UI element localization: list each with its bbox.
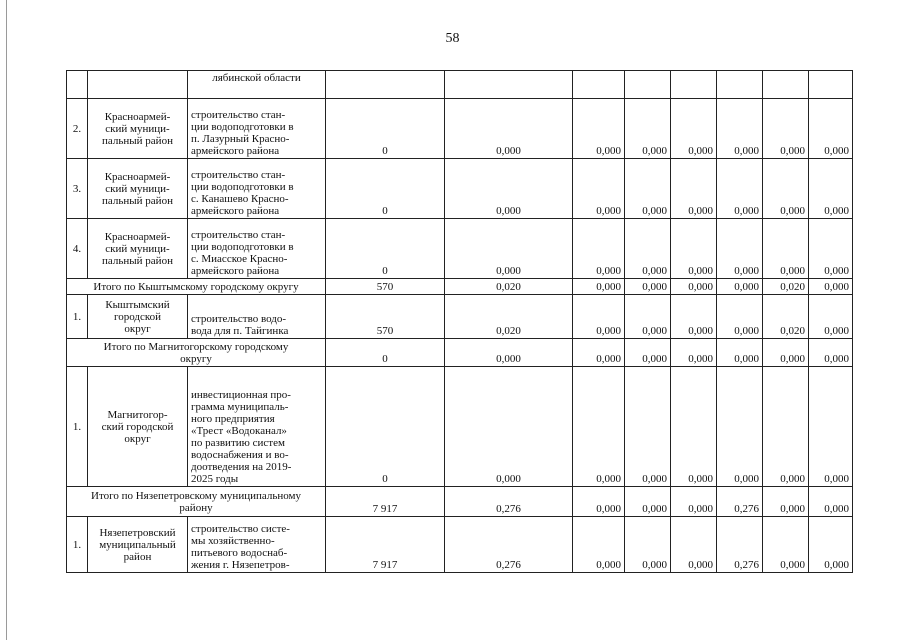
value-cell: 0,000 — [717, 159, 763, 219]
value-cell: 0,000 — [671, 99, 717, 159]
row-number: 3. — [67, 159, 88, 219]
value-cell: 0,000 — [625, 339, 671, 367]
value-cell: 570 — [326, 279, 445, 295]
value-cell: 0,000 — [671, 339, 717, 367]
value-cell: 0,000 — [671, 487, 717, 517]
project-description: строительство стан- ции водоподготовки в с. Миасское Красно- армейского района — [188, 219, 326, 279]
value-cell: 0,000 — [625, 219, 671, 279]
value-cell: 0,000 — [763, 487, 809, 517]
value-cell: 0,000 — [573, 295, 625, 339]
value-cell: 0,000 — [809, 279, 853, 295]
value-cell: 0,000 — [445, 99, 573, 159]
project-description: строительство водо- вода для п. Тайгинка — [188, 295, 326, 339]
value-cell: 0,000 — [809, 367, 853, 487]
value-cell: 0,000 — [573, 279, 625, 295]
value-cell: 0,000 — [809, 159, 853, 219]
value-cell — [326, 71, 445, 99]
value-cell: 0,000 — [625, 99, 671, 159]
value-cell: 0,020 — [763, 279, 809, 295]
value-cell: 0,000 — [573, 159, 625, 219]
value-cell — [671, 71, 717, 99]
row-number: 1. — [67, 367, 88, 487]
value-cell: 0,276 — [717, 487, 763, 517]
total-label: Итого по Магнитогорскому городскому округу — [67, 339, 326, 367]
municipality-name: Кыштымский городской округ — [88, 295, 188, 339]
value-cell — [625, 71, 671, 99]
value-cell: 0 — [326, 159, 445, 219]
value-cell: 0,000 — [809, 487, 853, 517]
row-number — [67, 71, 88, 99]
value-cell: 0,000 — [445, 339, 573, 367]
page-number: 58 — [445, 31, 460, 46]
project-description: строительство стан- ции водоподготовки в п. Лазурный Красно- армейского района — [188, 99, 326, 159]
value-cell — [763, 71, 809, 99]
value-cell: 0,000 — [717, 339, 763, 367]
table-row — [67, 295, 853, 339]
value-cell: 570 — [326, 295, 445, 339]
value-cell — [809, 71, 853, 99]
row-number: 1. — [67, 517, 88, 573]
value-cell — [717, 71, 763, 99]
value-cell: 0,000 — [573, 517, 625, 573]
table-row — [67, 71, 853, 99]
total-row — [67, 279, 853, 295]
value-cell: 0,000 — [671, 295, 717, 339]
total-row — [67, 487, 853, 517]
value-cell: 0,000 — [809, 295, 853, 339]
data-table — [66, 70, 853, 573]
value-cell: 0,000 — [717, 279, 763, 295]
value-cell: 0,000 — [573, 219, 625, 279]
value-cell: 0 — [326, 339, 445, 367]
value-cell: 0,000 — [671, 367, 717, 487]
municipality-name: Нязепетровский муниципальный район — [88, 517, 188, 573]
value-cell: 0,000 — [717, 219, 763, 279]
project-description: инвестиционная про- грамма муниципаль- ного предприятия «Трест «Водоканал» по развитию систем водоснабжения и во- доотведения на 2019- 2025 годы — [188, 367, 326, 487]
table-row — [67, 159, 853, 219]
value-cell: 0,000 — [717, 367, 763, 487]
row-number: 2. — [67, 99, 88, 159]
value-cell: 0,276 — [445, 487, 573, 517]
row-number: 4. — [67, 219, 88, 279]
value-cell: 0,000 — [573, 99, 625, 159]
value-cell: 0,000 — [671, 517, 717, 573]
value-cell: 0,276 — [445, 517, 573, 573]
value-cell — [445, 71, 573, 99]
value-cell: 0,000 — [717, 99, 763, 159]
municipality-name: Красноармей- ский муници- пальный район — [88, 99, 188, 159]
value-cell: 0 — [326, 219, 445, 279]
value-cell: 0 — [326, 99, 445, 159]
project-description: лябинской области — [188, 71, 326, 99]
value-cell: 0,000 — [809, 339, 853, 367]
municipality-name: Красноармей- ский муници- пальный район — [88, 219, 188, 279]
total-label: Итого по Кыштымскому городскому округу — [67, 279, 326, 295]
value-cell: 0,000 — [763, 159, 809, 219]
value-cell: 0,000 — [445, 367, 573, 487]
municipality-name: Магнитогор- ский городской округ — [88, 367, 188, 487]
value-cell: 7 917 — [326, 517, 445, 573]
value-cell: 0,000 — [809, 99, 853, 159]
value-cell: 0,020 — [763, 295, 809, 339]
value-cell: 0,000 — [573, 487, 625, 517]
table-row — [67, 517, 853, 573]
municipality-name: Красноармей- ский муници- пальный район — [88, 159, 188, 219]
value-cell: 0,000 — [625, 159, 671, 219]
table-row — [67, 219, 853, 279]
value-cell: 0,000 — [625, 487, 671, 517]
value-cell: 0,000 — [573, 339, 625, 367]
total-row — [67, 339, 853, 367]
value-cell: 0,000 — [671, 279, 717, 295]
page-edge-line — [6, 0, 7, 640]
value-cell: 0,000 — [625, 279, 671, 295]
project-description: строительство систе- мы хозяйственно- питьевого водоснаб- жения г. Нязепетров- — [188, 517, 326, 573]
value-cell — [573, 71, 625, 99]
value-cell: 0,000 — [573, 367, 625, 487]
project-description: строительство стан- ции водоподготовки в с. Канашево Красно- армейского района — [188, 159, 326, 219]
municipality-name — [88, 71, 188, 99]
row-number: 1. — [67, 295, 88, 339]
value-cell: 0,000 — [809, 219, 853, 279]
value-cell: 0,000 — [809, 517, 853, 573]
value-cell: 7 917 — [326, 487, 445, 517]
table-row — [67, 99, 853, 159]
value-cell: 0,020 — [445, 295, 573, 339]
value-cell: 0,000 — [763, 219, 809, 279]
value-cell: 0,000 — [445, 159, 573, 219]
total-label: Итого по Нязепетровскому муниципальному району — [67, 487, 326, 517]
value-cell: 0,000 — [625, 295, 671, 339]
value-cell: 0,000 — [763, 367, 809, 487]
value-cell: 0 — [326, 367, 445, 487]
value-cell: 0,000 — [445, 219, 573, 279]
value-cell: 0,000 — [763, 517, 809, 573]
value-cell: 0,000 — [625, 367, 671, 487]
value-cell: 0,000 — [763, 99, 809, 159]
value-cell: 0,000 — [625, 517, 671, 573]
value-cell: 0,000 — [671, 159, 717, 219]
value-cell: 0,000 — [763, 339, 809, 367]
value-cell: 0,000 — [671, 219, 717, 279]
table-row — [67, 367, 853, 487]
value-cell: 0,000 — [717, 295, 763, 339]
value-cell: 0,020 — [445, 279, 573, 295]
value-cell: 0,276 — [717, 517, 763, 573]
